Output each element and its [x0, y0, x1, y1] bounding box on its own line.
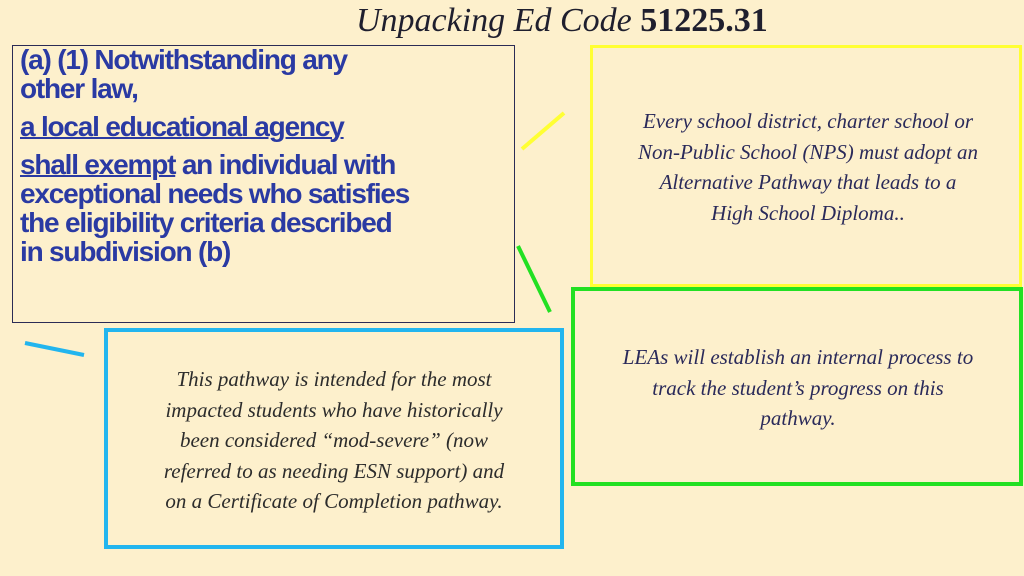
green-line-3: pathway. — [760, 406, 836, 430]
yellow-connector-line — [522, 113, 564, 149]
green-connector-line — [518, 246, 550, 312]
yellow-line-4: High School Diploma.. — [711, 200, 905, 225]
yellow-line-3: Alternative Pathway that leads to a — [659, 170, 957, 194]
blue-line-5: on a Certificate of Completion pathway. — [165, 489, 503, 513]
law-line-2: other law, — [20, 73, 138, 104]
law-line-6: the eligibility criteria described — [20, 207, 392, 238]
law-line-7: in subdivision (b) — [20, 236, 231, 267]
blue-line-4: referred to as needing ESN support) and — [163, 458, 505, 483]
law-line-1: (a) (1) Notwithstanding any — [20, 44, 347, 75]
blue-line-3: been considered “mod-severe” (now — [179, 428, 489, 452]
blue-line-2: impacted students who have historically — [165, 397, 503, 422]
title-code-number: 51225.31 — [640, 2, 768, 39]
yellow-line-2: Non-Public School (NPS) must adopt an — [637, 139, 979, 164]
green-line-2: track the student’s progress on this — [652, 375, 944, 400]
law-line-5: exceptional needs who satisfies — [20, 178, 410, 209]
yellow-line-1: Every school district, charter school or — [642, 109, 974, 133]
law-line-4-underlined: shall exempt — [20, 149, 176, 180]
blue-line-1: This pathway is intended for the most — [176, 367, 492, 391]
title-text: Unpacking Ed Code — [356, 2, 632, 39]
law-line-3-underlined: a local educational agency — [20, 111, 344, 142]
law-line-4-rest: an individual with — [175, 149, 396, 180]
blue-connector-line — [25, 343, 84, 355]
green-line-1: LEAs will establish an internal process to — [622, 345, 974, 369]
